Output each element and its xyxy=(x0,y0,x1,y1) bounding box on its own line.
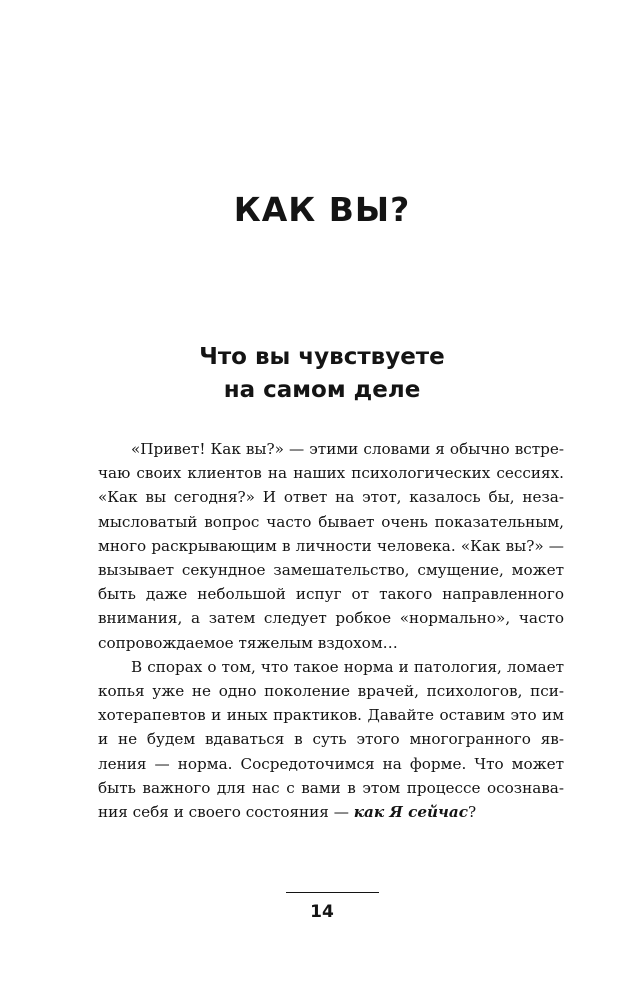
paragraph-2-end: ? xyxy=(467,803,477,822)
paragraph-2-emphasis: как Я сейчас xyxy=(353,803,468,822)
footer-rule xyxy=(286,892,379,893)
paragraph-2 xyxy=(98,655,564,824)
chapter-title: КАК ВЫ? xyxy=(233,190,411,229)
subtitle-line-2: на самом деле xyxy=(223,377,421,403)
section-subtitle xyxy=(0,341,644,407)
page-number: 14 xyxy=(310,902,334,922)
paragraph-1: «Привет! Как вы?» — этими словами я обычно встречаю своих клиентов на наших психологических сессиях. «Как вы сегодня?» И ответ на этот, казалось бы, незамысловатый вопрос часто бывает очень показательным, много раскрывающим в личности человека. «Как вы?» — вызывает секундное замешательство, смущение, может быть даже небольшой испуг от такого направленного внимания, а затем следует робкое «нормально», часто сопровождаемое тяжелым вздохом… xyxy=(98,440,564,652)
paragraph-2-text: В спорах о том, что такое норма и патология, ломает копья уже не одно поколение врачей, психологов, психотерапевтов и иных практиков. Давайте оставим это им и не будем вдаваться в суть этого многогранного явления — норма. Сосредоточимся на форме. Что может быть важного для нас с вами в этом процессе осознавания себя и своего состояния — xyxy=(98,657,564,822)
subtitle-line-1: Что вы чувствуете xyxy=(199,344,445,370)
body-text xyxy=(98,437,564,824)
